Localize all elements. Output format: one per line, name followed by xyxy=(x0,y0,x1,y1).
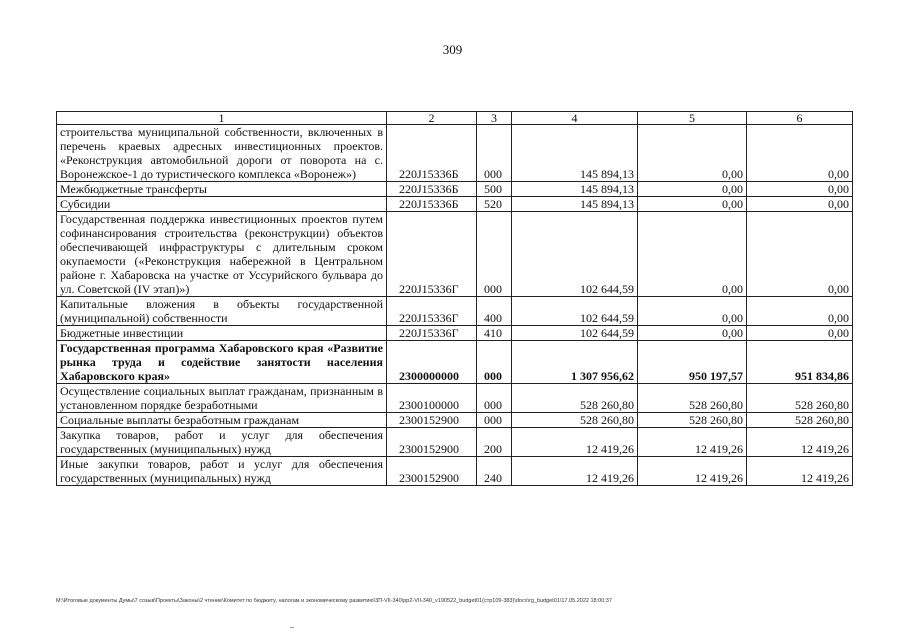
row-name: Государственная поддержка инвестиционных проектов путем софинансирования строительства (реконструкции) объектов обеспечивающей инфраструктуры с длительным сроком окупаемости («Реконструкция набережной в Центральном районе г. Хабаровска на участке от Уссурийского бульвара до ул. Советской (IV этап)») xyxy=(57,212,387,297)
amount-col-4: 145 894,13 xyxy=(512,197,638,212)
expense-type: 000 xyxy=(477,384,512,413)
table-row xyxy=(57,384,853,413)
amount-col-5: 0,00 xyxy=(638,212,747,297)
amount-col-6: 12 419,26 xyxy=(747,428,853,457)
budget-table xyxy=(56,111,853,486)
target-code: 220J15336Б xyxy=(387,125,477,182)
amount-col-5: 12 419,26 xyxy=(638,457,747,486)
amount-col-5: 0,00 xyxy=(638,326,747,341)
row-name: Государственная программа Хабаровского края «Развитие рынка труда и содействие занятости населения Хабаровского края» xyxy=(57,341,387,384)
amount-col-5: 950 197,57 xyxy=(638,341,747,384)
target-code: 2300152900 xyxy=(387,428,477,457)
amount-col-5: 528 260,80 xyxy=(638,384,747,413)
amount-col-5: 0,00 xyxy=(638,297,747,326)
target-code: 2300152900 xyxy=(387,413,477,428)
table-row xyxy=(57,197,853,212)
column-number-6: 6 xyxy=(747,112,853,125)
file-path-footer: M:\Итоговые документы Думы\7 созыв\Проекты\Законы\2 чтение\Комитет по бюджету, налогам и экономическому развитию\3П-VII-340\pp2-VII-340_v190522_budget01(стр109-383)\docx\rg_budget01\17.05.2022 18:00:37 xyxy=(56,598,612,604)
row-name: Закупка товаров, работ и услуг для обеспечения государственных (муниципальных) нужд xyxy=(57,428,387,457)
row-name: Межбюджетные трансферты xyxy=(57,182,387,197)
expense-type: 500 xyxy=(477,182,512,197)
amount-col-4: 145 894,13 xyxy=(512,125,638,182)
page-number: 309 xyxy=(442,42,463,57)
amount-col-6: 528 260,80 xyxy=(747,413,853,428)
amount-col-6: 12 419,26 xyxy=(747,457,853,486)
expense-type: 410 xyxy=(477,326,512,341)
amount-col-4: 528 260,80 xyxy=(512,413,638,428)
amount-col-4: 145 894,13 xyxy=(512,182,638,197)
table-row xyxy=(57,413,853,428)
column-number-1: 1 xyxy=(57,112,387,125)
table-row xyxy=(57,212,853,297)
column-number-2: 2 xyxy=(387,112,477,125)
scan-speck xyxy=(290,627,294,628)
column-number-3: 3 xyxy=(477,112,512,125)
row-name: строительства муниципальной собственности, включенных в перечень краевых адресных инвестиционных проектов. «Реконструкция автомобильной дороги от поворота на с. Воронежское-1 до туристического комплекса «Воронеж») xyxy=(57,125,387,182)
row-name: Субсидии xyxy=(57,197,387,212)
row-name: Осуществление социальных выплат гражданам, признанным в установленном порядке безработными xyxy=(57,384,387,413)
table-row xyxy=(57,428,853,457)
table-row xyxy=(57,341,853,384)
amount-col-6: 0,00 xyxy=(747,326,853,341)
amount-col-4: 528 260,80 xyxy=(512,384,638,413)
amount-col-6: 528 260,80 xyxy=(747,384,853,413)
amount-col-6: 0,00 xyxy=(747,182,853,197)
target-code: 2300152900 xyxy=(387,457,477,486)
row-name: Бюджетные инвестиции xyxy=(57,326,387,341)
row-name: Социальные выплаты безработным гражданам xyxy=(57,413,387,428)
target-code: 220J15336Б xyxy=(387,197,477,212)
table-row xyxy=(57,182,853,197)
amount-col-5: 0,00 xyxy=(638,125,747,182)
amount-col-4: 102 644,59 xyxy=(512,326,638,341)
target-code: 2300100000 xyxy=(387,384,477,413)
target-code: 220J15336Б xyxy=(387,182,477,197)
amount-col-4: 12 419,26 xyxy=(512,428,638,457)
target-code: 220J15336Г xyxy=(387,212,477,297)
table-row xyxy=(57,297,853,326)
target-code: 2300000000 xyxy=(387,341,477,384)
amount-col-6: 0,00 xyxy=(747,212,853,297)
row-name: Капитальные вложения в объекты государственной (муниципальной) собственности xyxy=(57,297,387,326)
expense-type: 000 xyxy=(477,125,512,182)
amount-col-5: 0,00 xyxy=(638,182,747,197)
amount-col-4: 102 644,59 xyxy=(512,297,638,326)
amount-col-5: 12 419,26 xyxy=(638,428,747,457)
amount-col-5: 528 260,80 xyxy=(638,413,747,428)
column-number-row xyxy=(57,112,853,125)
column-number-5: 5 xyxy=(638,112,747,125)
expense-type: 240 xyxy=(477,457,512,486)
amount-col-5: 0,00 xyxy=(638,197,747,212)
amount-col-4: 102 644,59 xyxy=(512,212,638,297)
table-row xyxy=(57,125,853,182)
target-code: 220J15336Г xyxy=(387,326,477,341)
table-row xyxy=(57,457,853,486)
expense-type: 000 xyxy=(477,212,512,297)
amount-col-6: 951 834,86 xyxy=(747,341,853,384)
expense-type: 400 xyxy=(477,297,512,326)
expense-type: 520 xyxy=(477,197,512,212)
amount-col-4: 1 307 956,62 xyxy=(512,341,638,384)
amount-col-6: 0,00 xyxy=(747,197,853,212)
row-name: Иные закупки товаров, работ и услуг для обеспечения государственных (муниципальных) нужд xyxy=(57,457,387,486)
expense-type: 200 xyxy=(477,428,512,457)
expense-type: 000 xyxy=(477,413,512,428)
amount-col-4: 12 419,26 xyxy=(512,457,638,486)
amount-col-6: 0,00 xyxy=(747,297,853,326)
table-row xyxy=(57,326,853,341)
target-code: 220J15336Г xyxy=(387,297,477,326)
expense-type: 000 xyxy=(477,341,512,384)
column-number-4: 4 xyxy=(512,112,638,125)
amount-col-6: 0,00 xyxy=(747,125,853,182)
